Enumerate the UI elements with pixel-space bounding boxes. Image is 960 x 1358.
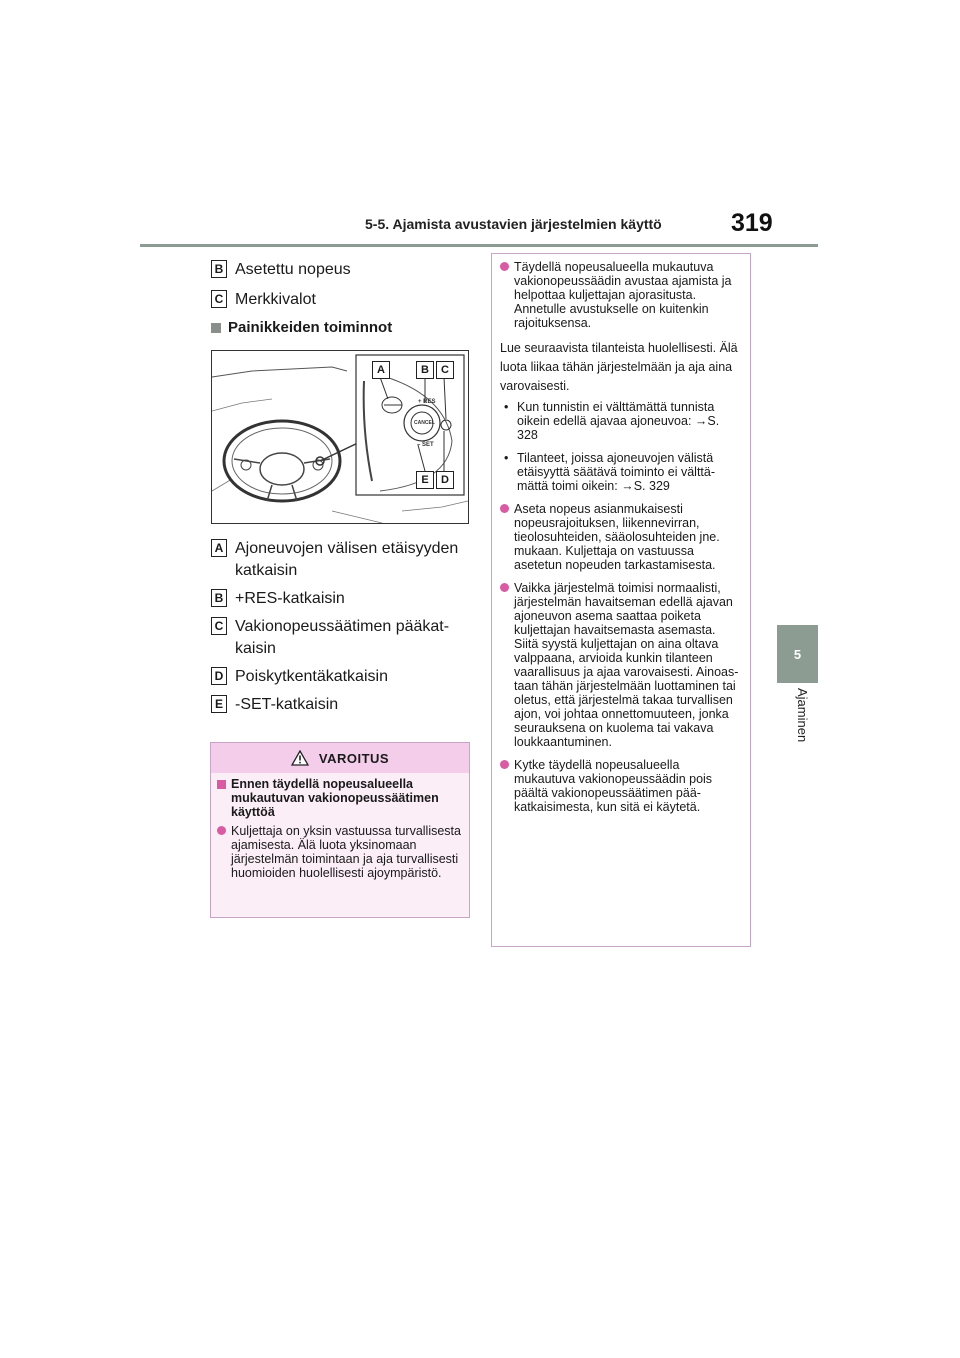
info-text: Aseta nopeus asianmukaisesti nopeusrajoituksen, liikennevirran, tieolosuhteiden, sääolosuhteiden jne. mukaan. Kuljettaja on vastuussa asetetun nopeuden tarkastamisesta. [514,502,720,572]
info-subitem [500,400,742,442]
callout-letter: B [211,260,227,278]
info-paragraph [500,502,742,572]
warning-title: VAROITUS [318,750,390,766]
button-list [211,538,469,716]
warning-text: Kuljettaja on yksin vastuussa turvallisesta ajamisesta. Älä luota yksinomaan järjestelmän toimintaan ja aja turvallisesti huomioiden huolellisesti ajoympäristö. [231,824,461,880]
circle-bullet-icon [500,262,509,271]
callout-e: E [416,471,434,489]
res-button-label: + RES [418,399,436,405]
set-button-label: – SET [417,442,434,448]
warning-box [210,742,470,918]
callout-letter: E [211,695,227,713]
cancel-button-label: CANCEL [414,420,435,426]
info-paragraph [500,581,742,749]
callout-a: A [372,361,390,379]
list-item [211,538,469,582]
callout-letter: C [211,290,227,308]
circle-bullet-icon [500,583,509,592]
circle-bullet-icon [217,826,226,835]
circle-bullet-icon [500,760,509,769]
chapter-tab: 5 [777,625,818,683]
warning-text-row [217,824,463,880]
list-item-text: Asetettu nopeus [235,261,351,278]
square-bullet-icon [211,323,221,333]
left-column [211,259,469,722]
warning-heading-row [217,777,463,819]
callout-letter: B [211,589,227,607]
warning-heading: Ennen täydellä nopeusalueella mukautuvan vakionopeussäätimen käyttöä [231,777,439,819]
list-item-text: -SET-katkaisin [235,696,339,713]
info-body [492,254,750,814]
square-bullet-icon [217,780,226,789]
circle-bullet-icon [500,504,509,513]
info-subitem [500,451,742,493]
steering-wheel-figure [211,350,469,524]
callout-letter: A [211,539,227,557]
callout-d: D [436,471,454,489]
page-number: 319 [731,209,773,237]
list-item [211,259,469,281]
info-text: Kytke täydellä nopeusalueella mukautuva vakionopeussäädin pois päältä vakionopeussäätimen pääkatkaisimesta, kun sitä ei käytetä. [514,758,713,814]
info-paragraph: Lue seuraavista tilanteista huolellisesti. Älä luota liikaa tähän järjestelmään ja aja aina varovaisesti. [500,341,738,393]
warning-header [211,743,469,773]
list-item-text: Merkkivalot [235,291,316,308]
info-paragraph [500,758,742,814]
warning-body [211,773,469,880]
bullet-mark: • [504,400,509,414]
list-item [211,694,469,716]
list-item [211,289,469,311]
info-paragraph [500,260,742,330]
subsection-heading [211,319,469,336]
info-text: Täydellä nopeusalueella mukautuva vakionopeussäädin avustaa ajamista ja helpottaa kuljettajan ajorasitusta. Annetulle avustukselle on kuitenkin rajoituksensa. [514,260,732,330]
callout-c: C [436,361,454,379]
subsection-title: Painikkeiden toiminnot [228,319,393,336]
warning-triangle-icon [291,750,309,766]
section-title: 5-5. Ajamista avustavien järjestelmien käyttö [365,216,662,232]
list-item-text: Poiskytkentäkatkaisin [235,668,388,685]
bullet-mark: • [504,451,509,465]
info-box [491,253,751,947]
chapter-label: Ajaminen [795,688,810,743]
list-item-text: +RES-katkaisin [235,590,345,607]
callout-letter: D [211,667,227,685]
header-rule [140,244,818,247]
callout-b: B [416,361,434,379]
list-item-text: Vakionopeussäätimen pääkatkaisin [235,618,450,657]
info-text: Vaikka järjestelmä toimisi normaalisti, järjestelmän havaitseman edellä ajavan ajoneuvon asema saattaa poiketa kuljettajan havaitsemasta asemasta. Siitä syystä kuljettajan on aina oltava valppaana, arvioida kunkin tilanteen vaarallisuus ja ajaa varovaisesti. Ainoastaan tähän järjestelmään luottaminen tai oletus, että järjestelmä takaa turvallisen ajon, voi johtaa onnettomuuteen, jonka seurauksena on kuolema tai vakava loukkaantuminen. [514,581,739,749]
list-item [211,666,469,688]
info-text: Kun tunnistin ei välttämättä tunnista oikein edellä ajavaa ajoneuvoa: →S. 328 [517,400,720,442]
list-item [211,588,469,610]
list-item [211,616,469,660]
list-item-text: Ajoneuvojen välisen etäisyyden katkaisin [235,540,459,579]
info-text: Tilanteet, joissa ajoneuvojen välistä etäisyyttä säätävä toiminto ei välttämättä toimi oikein: →S. 329 [517,451,716,493]
callout-letter: C [211,617,227,635]
